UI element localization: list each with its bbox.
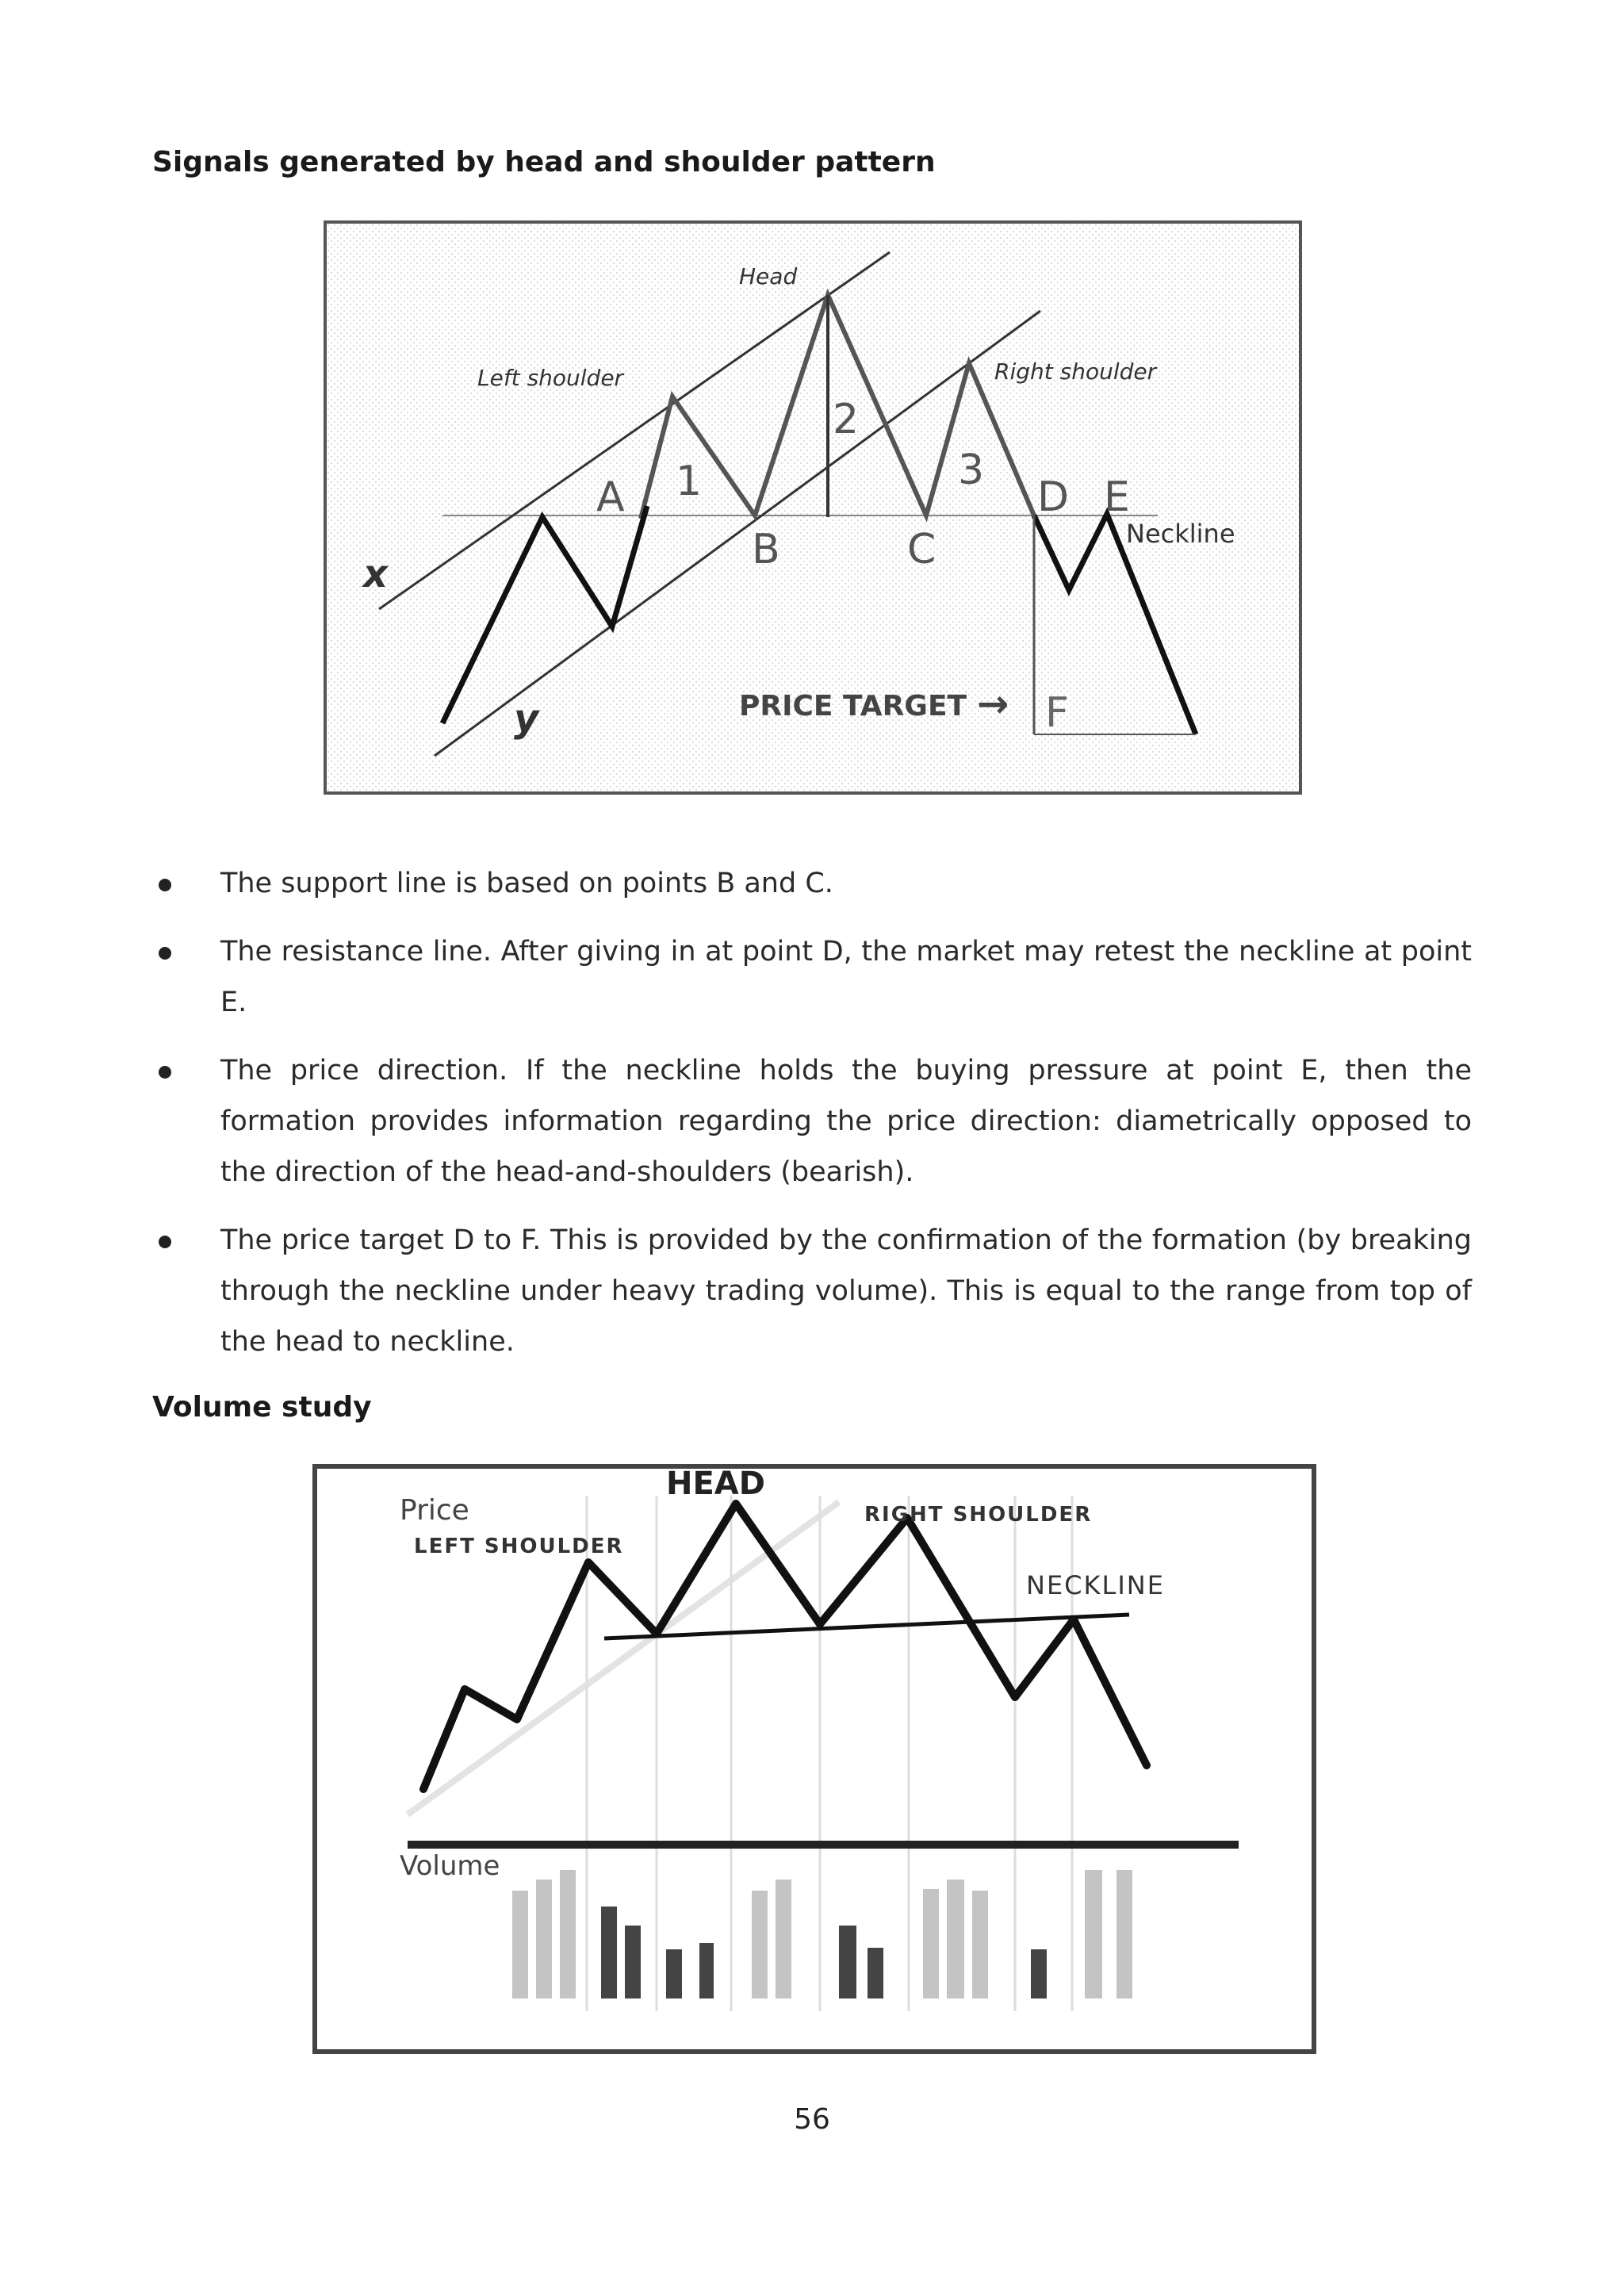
right-shoulder-label: Right shoulder xyxy=(994,358,1157,385)
bullet-icon xyxy=(159,947,171,960)
bullet-text: The support line is based on points B and C. xyxy=(220,868,833,899)
head-and-shoulders-signals-figure xyxy=(324,220,1302,795)
point-f-label: F xyxy=(1045,689,1069,737)
bullet-icon xyxy=(159,1066,171,1079)
distance-3-label: 3 xyxy=(958,446,985,494)
distance-2-label: 2 xyxy=(833,396,860,443)
section-heading-volume: Volume study xyxy=(152,1391,372,1424)
bullet-icon xyxy=(159,1236,171,1248)
bullet-item xyxy=(152,858,1472,909)
bullet-text: The price target D to F. This is provided by the confirmation of the formation (by breaking through the neckline under heavy trading volume). This is equal to the range from top of the head to neckline. xyxy=(220,1224,1472,1358)
distance-1-label: 1 xyxy=(676,458,703,505)
price-target-arrow-icon: → xyxy=(977,682,1009,726)
y-label: y xyxy=(514,696,539,741)
head-label: HEAD xyxy=(666,1466,765,1502)
bullet-text: The resistance line. After giving in at point D, the market may retest the neckline at point E. xyxy=(220,936,1472,1018)
section-heading-signals: Signals generated by head and shoulder pattern xyxy=(152,146,936,178)
point-e-label: E xyxy=(1104,473,1130,521)
page-number: 56 xyxy=(794,2103,830,2136)
point-b-label: B xyxy=(752,526,780,573)
point-c-label: C xyxy=(907,526,936,573)
right-shoulder-label: RIGHT SHOULDER xyxy=(864,1503,1093,1527)
point-d-label: D xyxy=(1037,473,1070,521)
bullet-item xyxy=(152,1045,1472,1198)
bullet-text: The price direction. If the neckline holds the buying pressure at point E, then the formation provides information regarding the price direction: diametrically opposed to the direction of the head-and-shoulders (bearish). xyxy=(220,1055,1472,1188)
bullet-item xyxy=(152,1215,1472,1367)
left-shoulder-label: LEFT SHOULDER xyxy=(414,1535,624,1558)
neckline-label: Neckline xyxy=(1126,519,1235,549)
price-axis-label: Price xyxy=(400,1494,469,1527)
x-label: x xyxy=(363,552,388,596)
neckline-label: NECKLINE xyxy=(1026,1570,1165,1600)
left-shoulder-label: Left shoulder xyxy=(477,365,624,391)
price-target-label: PRICE TARGET xyxy=(739,690,967,722)
signals-bullet-list xyxy=(152,858,1472,1385)
volume-study-figure xyxy=(312,1464,1316,2054)
head-label: Head xyxy=(739,263,798,289)
bullet-item xyxy=(152,926,1472,1028)
point-a-label: A xyxy=(596,473,625,521)
bullet-icon xyxy=(159,879,171,891)
volume-axis-label: Volume xyxy=(400,1850,500,1882)
